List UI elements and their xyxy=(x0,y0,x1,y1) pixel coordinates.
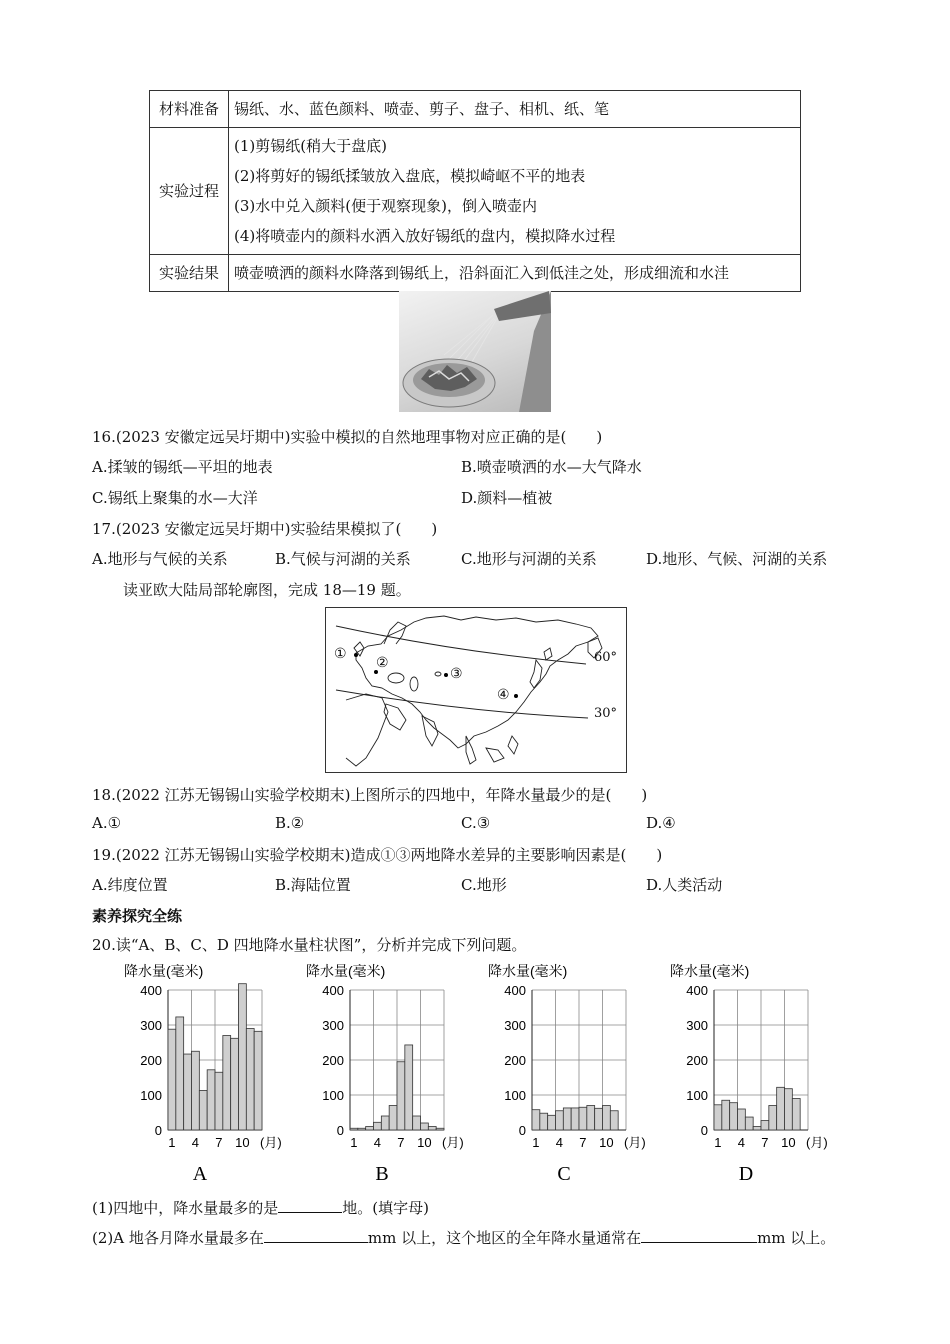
section-title: 素养探究全练 xyxy=(92,907,183,925)
table-row xyxy=(150,128,801,255)
y-tick-label: 100 xyxy=(686,1088,708,1103)
y-tick-label: 200 xyxy=(686,1053,708,1068)
y-axis-label: 降水量(毫米) xyxy=(124,963,204,979)
bar xyxy=(366,1127,374,1131)
bar xyxy=(192,1051,200,1130)
q19-option-c[interactable]: C.地形 xyxy=(461,876,507,894)
q19-option-a[interactable]: A.纬度位置 xyxy=(92,876,168,894)
q20-stem: 20.读“A、B、C、D 四地降水量柱状图”，分析并完成下列问题。 xyxy=(92,936,527,954)
experiment-table xyxy=(149,90,801,292)
y-tick-label: 200 xyxy=(322,1053,344,1068)
bar xyxy=(358,1128,366,1130)
x-tick-label: 10 xyxy=(417,1135,432,1150)
bar xyxy=(571,1108,579,1130)
q16-stem: 16.(2023 安徽定远吴圩期中)实验中模拟的自然地理事物对应正确的是( ) xyxy=(92,428,603,446)
bar xyxy=(428,1127,436,1131)
answer-blank-1[interactable] xyxy=(278,1196,342,1213)
lat-60-label: 60° xyxy=(594,650,618,665)
y-tick-label: 100 xyxy=(140,1088,162,1103)
q19-option-b[interactable]: B.海陆位置 xyxy=(275,876,351,894)
y-axis-label: 降水量(毫米) xyxy=(670,963,750,979)
eurasia-outline-map xyxy=(325,607,627,773)
bar xyxy=(730,1103,738,1130)
lat-30-label: 30° xyxy=(594,706,618,721)
row-content: 喷壶喷洒的颜料水降落到锡纸上，沿斜面汇入到低洼之处，形成细流和水洼 xyxy=(229,255,801,292)
bar xyxy=(761,1121,769,1130)
bar xyxy=(397,1062,405,1130)
step-line: (3)水中兑入颜料(便于观察现象)，倒入喷壶内 xyxy=(234,197,537,215)
y-tick-label: 400 xyxy=(504,983,526,998)
q20-sub2-text-a: (2)A 地各月降水量最多在 xyxy=(92,1229,264,1247)
q17-option-b[interactable]: B.气候与河湖的关系 xyxy=(275,550,411,568)
table-row xyxy=(150,255,801,292)
q20-sub2 xyxy=(92,1226,835,1248)
charts-svg xyxy=(0,955,950,1190)
answer-blank-3[interactable] xyxy=(641,1226,757,1243)
row-header: 实验过程 xyxy=(150,128,229,255)
bar xyxy=(610,1111,618,1130)
x-tick-label: 7 xyxy=(579,1135,587,1150)
q19-option-d[interactable]: D.人类活动 xyxy=(646,876,723,894)
bar xyxy=(239,984,247,1130)
map-label-2: ② xyxy=(376,655,389,671)
q16-option-d[interactable]: D.颜料—植被 xyxy=(461,489,553,507)
y-tick-label: 400 xyxy=(322,983,344,998)
x-tick-label: 7 xyxy=(215,1135,223,1150)
bar xyxy=(223,1036,231,1131)
x-tick-label: 10 xyxy=(781,1135,796,1150)
q19-stem: 19.(2022 江苏无锡锡山实验学校期末)造成①③两地降水差异的主要影响因素是( ) xyxy=(92,846,663,864)
x-tick-label: 4 xyxy=(373,1135,382,1150)
bar xyxy=(176,1017,184,1130)
chart-title: A xyxy=(192,1163,208,1185)
x-tick-label: 10 xyxy=(235,1135,250,1150)
map-label-3: ③ xyxy=(450,666,463,682)
row-header: 实验结果 xyxy=(150,255,229,292)
bar xyxy=(231,1038,239,1130)
q18-option-d[interactable]: D.④ xyxy=(646,814,676,832)
bar xyxy=(603,1106,611,1131)
bar xyxy=(215,1072,223,1130)
q20-sub2-text-b: mm 以上，这个地区的全年降水量通常在 xyxy=(367,1229,642,1247)
x-tick-label: 7 xyxy=(397,1135,405,1150)
x-tick-label: 1 xyxy=(350,1135,358,1150)
x-tick-label: 4 xyxy=(555,1135,564,1150)
bar xyxy=(532,1110,540,1130)
y-axis-label: 降水量(毫米) xyxy=(306,963,386,979)
bar xyxy=(753,1127,761,1131)
bar xyxy=(587,1106,595,1131)
bar xyxy=(168,1029,176,1130)
x-axis-label: (月) xyxy=(442,1135,464,1150)
bar xyxy=(350,1128,358,1130)
bar xyxy=(540,1113,548,1130)
q17-option-d[interactable]: D.地形、气候、河湖的关系 xyxy=(646,550,828,568)
y-tick-label: 300 xyxy=(140,1018,162,1033)
q18-stem: 18.(2022 江苏无锡锡山实验学校期末)上图所示的四地中，年降水量最少的是( ) xyxy=(92,786,648,804)
bar xyxy=(184,1054,192,1130)
x-axis-label: (月) xyxy=(624,1135,646,1150)
y-tick-label: 0 xyxy=(700,1123,708,1138)
bar xyxy=(714,1105,722,1130)
q16-option-c[interactable]: C.锡纸上聚集的水—大洋 xyxy=(92,489,258,507)
x-tick-label: 7 xyxy=(761,1135,769,1150)
q20-sub2-text-c: mm 以上。 xyxy=(757,1229,836,1247)
y-tick-label: 400 xyxy=(140,983,162,998)
bar xyxy=(413,1116,421,1130)
intro-18-19: 读亚欧大陆局部轮廓图，完成 18—19 题。 xyxy=(123,581,411,599)
x-tick-label: 1 xyxy=(532,1135,540,1150)
x-tick-label: 1 xyxy=(714,1135,722,1150)
bar xyxy=(579,1107,587,1130)
bar xyxy=(436,1128,444,1130)
bar xyxy=(254,1031,262,1130)
y-tick-label: 300 xyxy=(686,1018,708,1033)
step-line: (4)将喷壶内的颜料水洒入放好锡纸的盘内，模拟降水过程 xyxy=(234,227,616,245)
bar xyxy=(722,1100,730,1130)
q17-option-a[interactable]: A.地形与气候的关系 xyxy=(92,550,228,568)
q20-sub1-text-b: 地。(填字母) xyxy=(342,1199,429,1217)
row-content: 锡纸、水、蓝色颜料、喷壶、剪子、盘子、相机、纸、笔 xyxy=(229,91,801,128)
chart-title: C xyxy=(557,1163,571,1185)
chart-title: D xyxy=(738,1163,754,1185)
q17-option-c[interactable]: C.地形与河湖的关系 xyxy=(461,550,597,568)
bar xyxy=(405,1045,413,1130)
q20-sub1 xyxy=(92,1196,429,1218)
step-line: (2)将剪好的锡纸揉皱放入盘底，模拟崎岖不平的地表 xyxy=(234,167,586,185)
y-tick-label: 400 xyxy=(686,983,708,998)
y-tick-label: 0 xyxy=(518,1123,526,1138)
y-tick-label: 200 xyxy=(140,1053,162,1068)
bar xyxy=(381,1116,389,1130)
step-line: (1)剪锡纸(稍大于盘底) xyxy=(234,137,387,155)
q18-option-a[interactable]: A.① xyxy=(92,814,122,832)
q16-option-b[interactable]: B.喷壶喷洒的水—大气降水 xyxy=(461,458,642,476)
bar xyxy=(785,1089,793,1130)
x-axis-label: (月) xyxy=(806,1135,828,1150)
y-tick-label: 100 xyxy=(322,1088,344,1103)
bar xyxy=(389,1106,397,1131)
x-tick-label: 4 xyxy=(191,1135,200,1150)
y-tick-label: 0 xyxy=(336,1123,344,1138)
bar xyxy=(792,1099,800,1131)
map-label-4: ④ xyxy=(497,687,510,703)
bar xyxy=(421,1123,429,1130)
bar xyxy=(246,1029,254,1131)
q17-stem: 17.(2023 安徽定远吴圩期中)实验结果模拟了( ) xyxy=(92,520,438,538)
row-content xyxy=(229,128,801,255)
bar xyxy=(548,1115,556,1130)
bar xyxy=(595,1108,603,1130)
table-row xyxy=(150,91,801,128)
q18-option-c[interactable]: C.③ xyxy=(461,814,491,832)
answer-blank-2[interactable] xyxy=(264,1226,368,1243)
q18-option-b[interactable]: B.② xyxy=(275,814,305,832)
bar xyxy=(207,1070,215,1130)
bar xyxy=(374,1122,382,1130)
q20-sub1-text-a: (1)四地中，降水量最多的是 xyxy=(92,1199,279,1217)
bar xyxy=(777,1087,785,1130)
bar xyxy=(556,1111,564,1130)
bar xyxy=(769,1106,777,1131)
bar xyxy=(738,1109,746,1130)
q16-option-a[interactable]: A.揉皱的锡纸—平坦的地表 xyxy=(92,458,273,476)
x-tick-label: 4 xyxy=(737,1135,746,1150)
bar xyxy=(199,1090,207,1130)
bar xyxy=(563,1108,571,1130)
x-tick-label: 1 xyxy=(168,1135,176,1150)
chart-title: B xyxy=(375,1163,389,1185)
x-tick-label: 10 xyxy=(599,1135,614,1150)
precipitation-charts xyxy=(0,955,950,1190)
row-header: 材料准备 xyxy=(150,91,229,128)
experiment-photo xyxy=(399,291,551,412)
y-tick-label: 0 xyxy=(154,1123,162,1138)
y-tick-label: 300 xyxy=(504,1018,526,1033)
y-axis-label: 降水量(毫米) xyxy=(488,963,568,979)
bar xyxy=(745,1117,753,1130)
x-axis-label: (月) xyxy=(260,1135,282,1150)
y-tick-label: 300 xyxy=(322,1018,344,1033)
y-tick-label: 200 xyxy=(504,1053,526,1068)
map-label-1: ① xyxy=(334,646,347,662)
y-tick-label: 100 xyxy=(504,1088,526,1103)
